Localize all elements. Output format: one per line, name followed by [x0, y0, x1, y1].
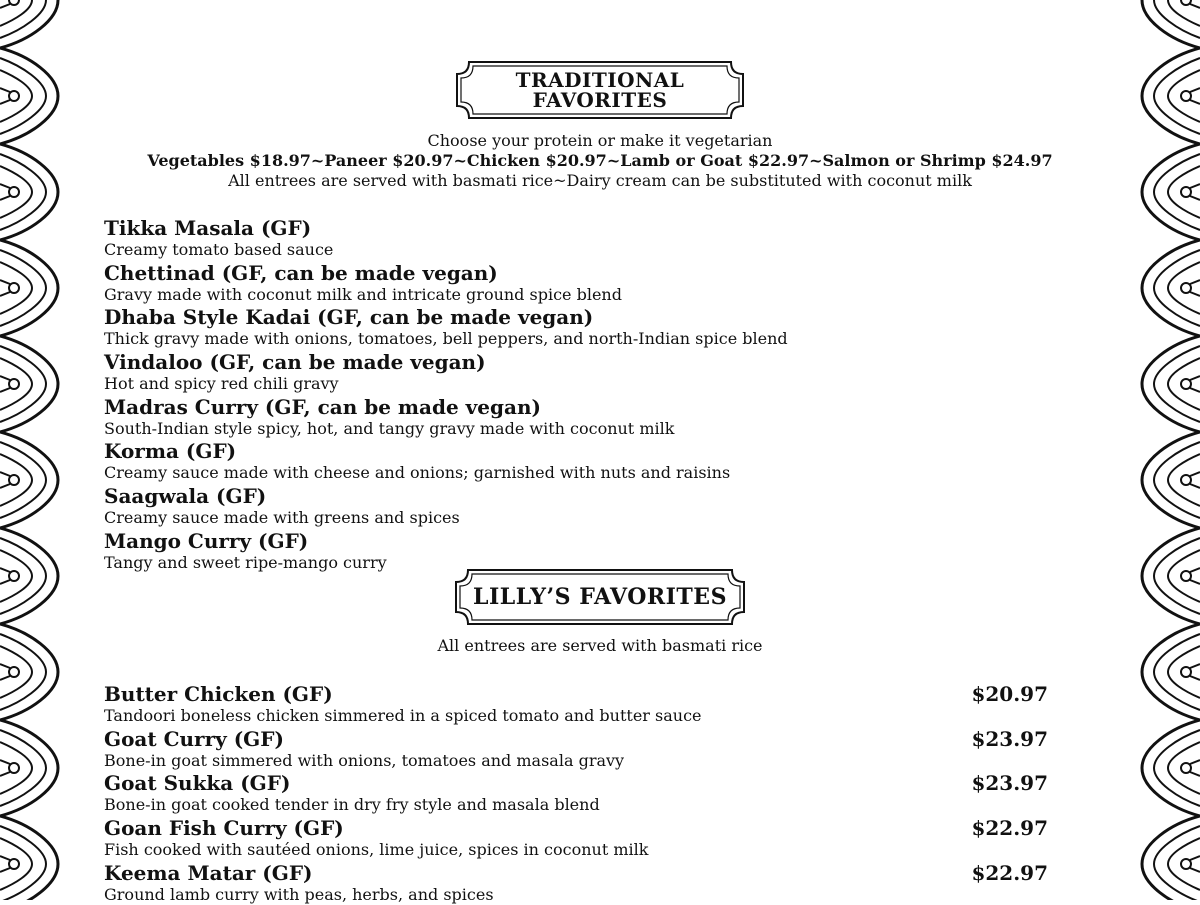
dish-name: Keema Matar (GF)	[104, 860, 313, 885]
dish-price: $20.97	[971, 682, 1048, 706]
decorative-border-right	[1138, 0, 1200, 900]
dish-price: $22.97	[971, 860, 1048, 885]
menu-item	[104, 771, 1064, 816]
dish-name: Mango Curry (GF)	[104, 528, 309, 553]
dish-name: Korma (GF)	[104, 439, 237, 464]
menu-item	[104, 305, 1064, 350]
dish-name: Madras Curry (GF, can be made vegan)	[104, 394, 541, 419]
dish-description: Tangy and sweet ripe-mango curry	[104, 552, 387, 572]
menu-item	[104, 350, 1064, 395]
section-title-lillys: LILLY’S FAVORITES	[473, 584, 727, 610]
dish-name: Vindaloo (GF, can be made vegan)	[104, 350, 486, 375]
traditional-intro	[62, 131, 1138, 191]
traditional-menu-list	[104, 216, 1064, 574]
dish-description: South-Indian style spicy, hot, and tangy gravy made with coconut milk	[104, 418, 675, 438]
menu-item	[104, 261, 1064, 306]
lillys-menu-list	[104, 682, 1064, 905]
traditional-favorites-banner	[455, 60, 745, 120]
dish-name: Chettinad (GF, can be made vegan)	[104, 260, 498, 285]
dish-price: $23.97	[971, 771, 1048, 796]
menu-item	[104, 395, 1064, 440]
dish-description: Bone-in goat simmered with onions, tomatoes and masala gravy	[104, 750, 625, 770]
dish-description: Bone-in goat cooked tender in dry fry style and masala blend	[104, 795, 600, 815]
section-title-line-2: FAVORITES	[532, 88, 668, 112]
lillys-intro: All entrees are served with basmati rice	[437, 636, 763, 655]
menu-item	[104, 216, 1064, 261]
section-title-traditional	[500, 70, 700, 110]
dish-name: Goat Sukka (GF)	[104, 771, 291, 796]
lillys-favorites-banner	[454, 568, 746, 626]
dish-description: Fish cooked with sautéed onions, lime juice, spices in coconut milk	[104, 840, 649, 860]
intro-protein-prices: Vegetables $18.97~Paneer $20.97~Chicken $20.97~Lamb or Goat $22.97~Salmon or Shrimp $24.97	[147, 151, 1053, 170]
dish-description: Hot and spicy red chili gravy	[104, 374, 339, 394]
menu-item	[104, 816, 1064, 861]
dish-name: Goan Fish Curry (GF)	[104, 816, 344, 841]
menu-item	[104, 727, 1064, 772]
menu-item	[104, 529, 1064, 574]
dish-description: Thick gravy made with onions, tomatoes, bell peppers, and north-Indian spice blend	[104, 329, 788, 349]
dish-description: Tandoori boneless chicken simmered in a spiced tomato and butter sauce	[104, 706, 702, 725]
dish-name: Dhaba Style Kadai (GF, can be made vegan)	[104, 305, 594, 330]
dish-name: Saagwala (GF)	[104, 484, 267, 509]
menu-item	[104, 439, 1064, 484]
section-title-line-1: TRADITIONAL	[515, 68, 685, 92]
dish-description: Creamy sauce made with cheese and onions; garnished with nuts and raisins	[104, 463, 731, 483]
dish-price: $22.97	[971, 816, 1048, 841]
menu-item	[104, 682, 1064, 727]
dish-price: $23.97	[971, 726, 1048, 751]
intro-rice-note: All entrees are served with basmati rice~Dairy cream can be substituted with coconut milk	[228, 171, 972, 190]
dish-description: Creamy tomato based sauce	[104, 240, 334, 259]
dish-name: Tikka Masala (GF)	[104, 216, 312, 240]
dish-description: Gravy made with coconut milk and intricate ground spice blend	[104, 284, 622, 304]
intro-choose-protein: Choose your protein or make it vegetarian	[427, 131, 773, 150]
dish-name: Butter Chicken (GF)	[104, 682, 333, 706]
dish-description: Ground lamb curry with peas, herbs, and spices	[104, 884, 494, 904]
menu-item	[104, 484, 1064, 529]
menu-item	[104, 861, 1064, 905]
dish-description: Creamy sauce made with greens and spices	[104, 508, 460, 528]
dish-name: Goat Curry (GF)	[104, 726, 284, 751]
decorative-border-left	[0, 0, 62, 900]
